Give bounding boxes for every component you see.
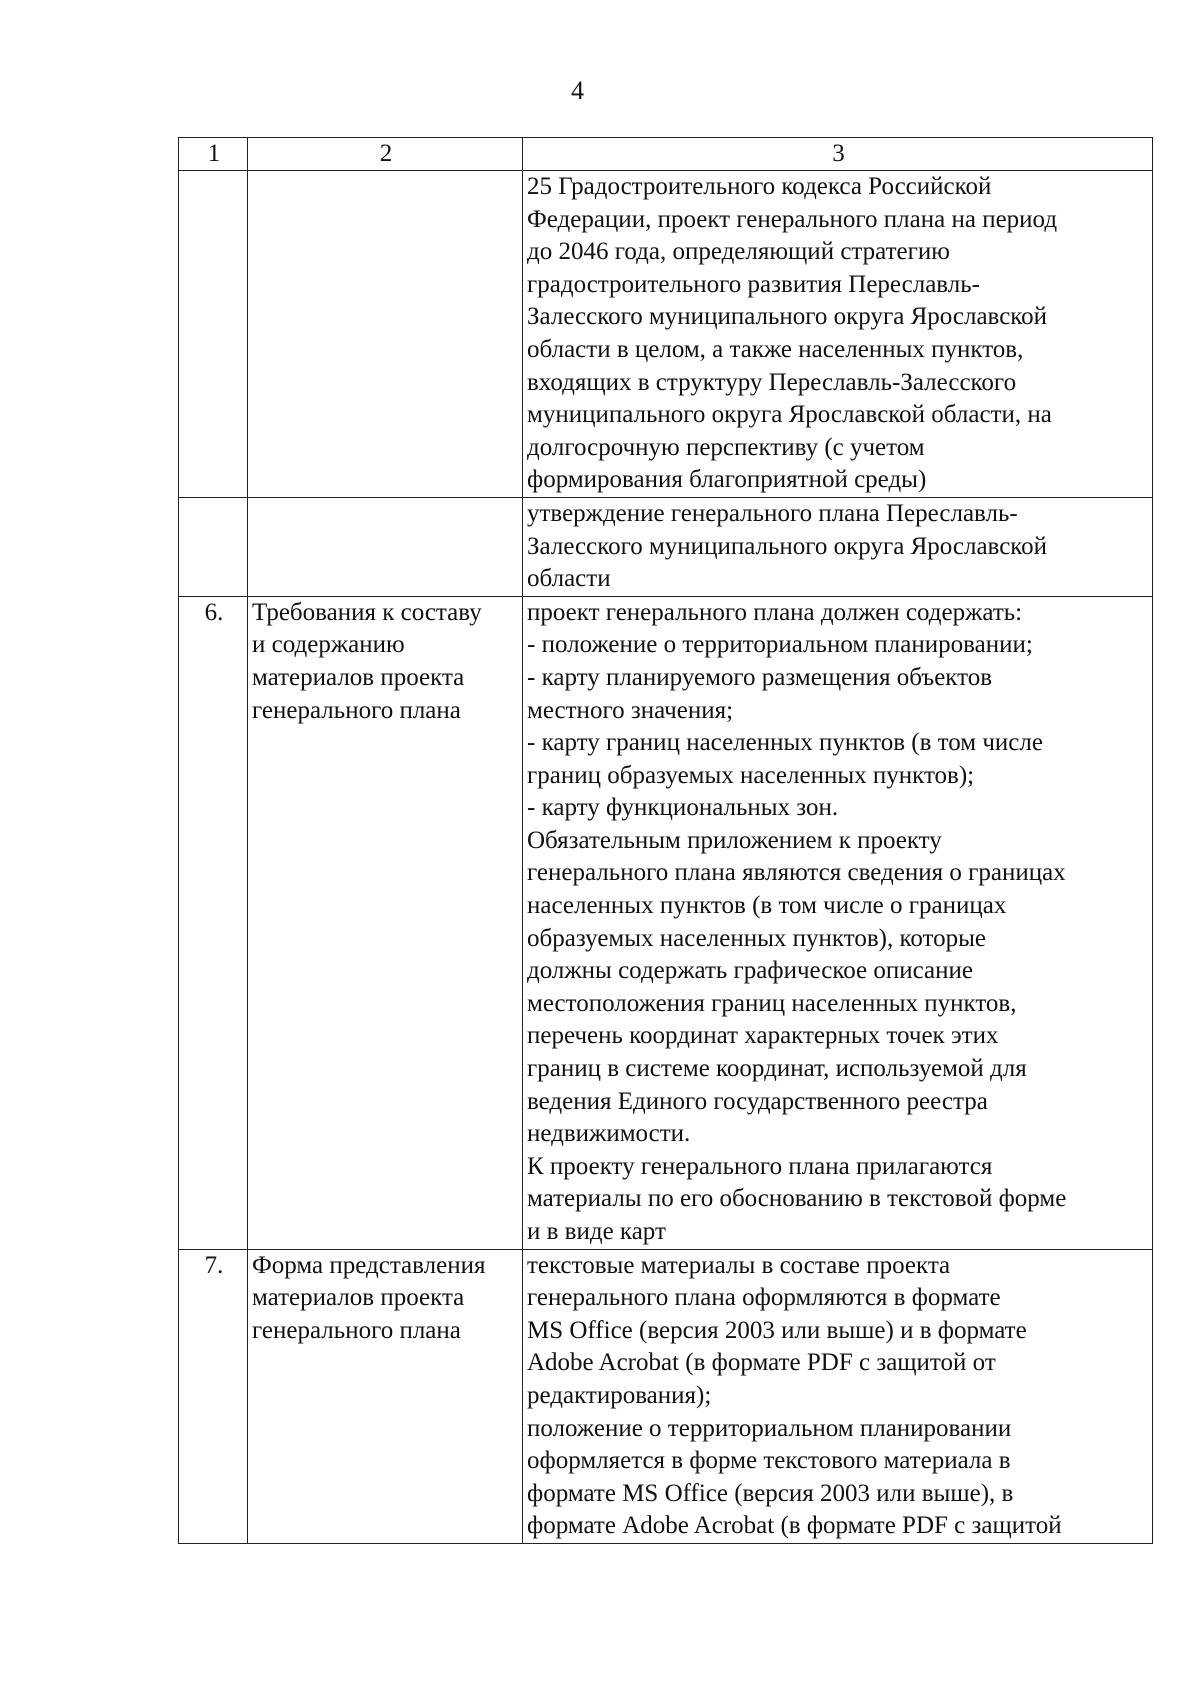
row-content-cell [523,497,1153,596]
row-content-line: - положение о территориальном планировании; [527,631,1033,659]
row-content-line: - карту функциональных зон. [527,794,839,822]
row-content-line: К проекту генерального плана прилагаются [527,1152,993,1180]
requirements-table [178,137,1153,1544]
row-title-cell [248,596,523,1249]
row-content-line: входящих в структуру Переславль-Залесского [527,368,1017,396]
row-content-line: ведения Единого государственного реестра [527,1087,988,1115]
row-content-line: должны содержать графическое описание [527,957,974,985]
row-content-line: генерального плана оформляются в формате [527,1284,1001,1312]
row-title-line: Требования к составу [252,598,482,626]
row-content-line: местного значения; [527,696,734,724]
row-number-cell: 7. [179,1249,248,1543]
row-content-line: до 2046 года, определяющий стратегию [527,238,950,266]
row-content-line: и в виде карт [527,1218,666,1245]
row-content-line: оформляется в форме текстового материала в [527,1447,1011,1475]
row-title-line: Форма представления [252,1251,486,1279]
table-header-row [179,138,1153,171]
row-content-line: генерального плана являются сведения о границах [527,859,1066,887]
row-content-cell [523,1249,1153,1543]
row-content-line: проект генерального плана должен содержать: [527,598,1023,626]
row-title-cell [248,497,523,596]
row-content-line: MS Office (версия 2003 или выше) и в формате [527,1316,1027,1344]
row-content-line: Обязательным приложением к проекту [527,826,942,854]
row-content-line: формате Adobe Acrobat (в формате PDF с защитой [527,1512,1062,1540]
row-content-line: перечень координат характерных точек этих [527,1022,999,1050]
row-content-line: текстовые материалы в составе проекта [527,1251,951,1279]
table-row [179,596,1153,1249]
row-content-line: муниципального округа Ярославской области, на [527,401,1052,429]
row-content-line: - карту границ населенных пунктов (в том числе [527,729,1043,757]
page-number: 4 [571,76,584,105]
table-row [179,1249,1153,1543]
row-title-cell [248,171,523,498]
row-content-line: - карту планируемого размещения объектов [527,663,993,691]
row-content-line: редактирования); [527,1381,712,1409]
row-title-line: материалов проекта [252,663,465,691]
row-content-line: формате MS Office (версия 2003 или выше), в [527,1479,1014,1507]
table-row [179,171,1153,498]
row-content-line: населенных пунктов (в том числе о границах [527,892,1007,920]
row-number-cell [179,497,248,596]
row-number-cell: 6. [179,596,248,1249]
row-title-line: материалов проекта [252,1284,465,1312]
row-content-line: материалы по его обоснованию в текстовой форме [527,1185,1067,1213]
row-content-line: недвижимости. [527,1120,691,1148]
row-content-cell [523,171,1153,498]
row-content-line: границ образуемых населенных пунктов); [527,761,975,789]
row-content-line: границ в системе координат, используемой для [527,1055,1027,1083]
row-content-line: области [527,565,611,593]
row-content-line: Adobe Acrobat (в формате PDF с защитой от [527,1349,996,1377]
row-content-line: утверждение генерального плана Переславль- [527,499,1018,527]
row-title-cell [248,1249,523,1543]
row-content-line: долгосрочную перспективу (с учетом [527,433,925,461]
row-content-line: Залесского муниципального округа Ярославской [527,303,1048,331]
row-content-line: положение о территориальном планировании [527,1414,1012,1442]
row-content-line: области в целом, а также населенных пунктов, [527,335,1024,363]
row-content-cell [523,596,1153,1249]
row-title-line: и содержанию [252,631,405,659]
row-content-line: образуемых населенных пунктов), которые [527,924,986,952]
row-content-line: формирования благоприятной среды) [527,466,927,494]
table-row [179,497,1153,596]
row-content-line: 25 Градостроительного кодекса Российской [527,173,992,200]
row-content-line: Залесского муниципального округа Ярославской [527,532,1048,560]
row-title-line: генерального плана [252,696,461,724]
column-header-2: 2 [248,138,523,171]
row-number-cell [179,171,248,498]
column-header-1: 1 [179,138,248,171]
row-content-line: Федерации, проект генерального плана на период [527,205,1058,233]
row-content-line: местоположения границ населенных пунктов, [527,989,1017,1017]
row-content-line: градостроительного развития Переславль- [527,270,980,298]
row-title-line: генерального плана [252,1316,461,1344]
column-header-3: 3 [523,138,1153,171]
